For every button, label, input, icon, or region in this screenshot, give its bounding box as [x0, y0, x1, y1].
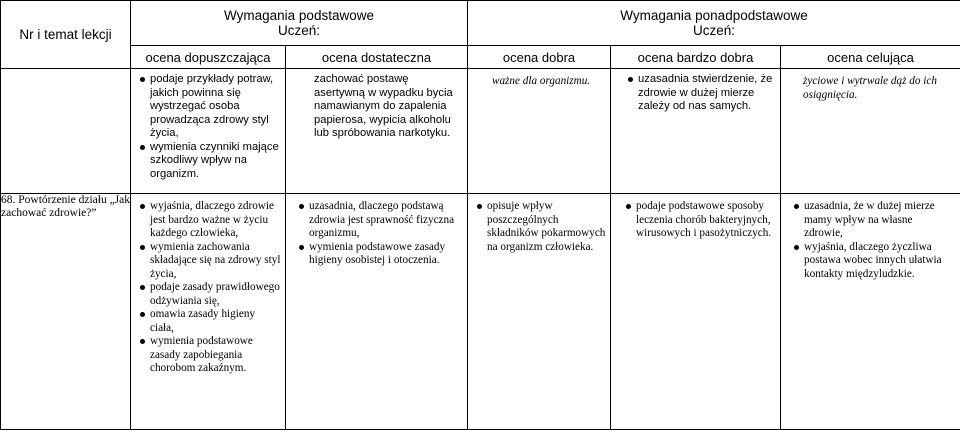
list-item: uzasadnia, że w dużej mierze mamy wpływ na własne zdrowie,	[791, 200, 954, 241]
list-item: wymienia podstawowe zasady zapobiegania chorobom zakaźnym.	[137, 335, 281, 376]
list-item: uzasadnia stwierdzenie, że zdrowie w dużej mierze zależy od nas samych.	[625, 73, 774, 114]
table-row	[1, 69, 960, 194]
grade-header-dopuszczajaca: ocena dopuszczająca	[131, 46, 286, 69]
row1-dobra	[468, 69, 611, 194]
row2-dopuszczajaca	[131, 194, 286, 430]
list-item: uzasadnia, dlaczego podstawą zdrowia jest sprawność fizyczna organizmu,	[296, 200, 461, 241]
list-item: wymienia czynniki mające szkodliwy wpływ na organizm.	[137, 141, 281, 182]
list-item: omawia zasady higieny ciała,	[137, 308, 281, 335]
basic-requirements-title: Wymagania podstawowe	[131, 8, 467, 23]
row1-celujaca-text: życiowe i wytrwale dąż do ich osiągnięcia.	[803, 75, 954, 102]
list-item: podaje zasady prawidłowego odżywiania się,	[137, 281, 281, 308]
list-item: podaje podstawowe sposoby leczenia chorób bakteryjnych, wirusowych i pasożytniczych.	[623, 200, 774, 241]
grade-header-bardzo-dobra: ocena bardzo dobra	[611, 46, 781, 69]
row1-dobra-text: ważne dla organizmu.	[492, 75, 606, 89]
row1-dostateczna	[286, 69, 468, 194]
basic-requirements-header	[131, 1, 468, 46]
list-item: wyjaśnia, dlaczego zdrowie jest bardzo ważne w życiu każdego człowieka,	[137, 200, 281, 241]
list-item: wymienia podstawowe zasady higieny osobistej i otoczenia.	[296, 241, 461, 268]
row1-bardzo-dobra	[611, 69, 781, 194]
row1-celujaca	[781, 69, 960, 194]
topic-column-header	[1, 1, 131, 69]
table-row	[1, 194, 960, 430]
grade-header-dostateczna: ocena dostateczna	[286, 46, 468, 69]
row2-celujaca	[781, 194, 960, 430]
advanced-requirements-student: Uczeń:	[468, 23, 960, 38]
list-item: wymienia zachowania składające się na zdrowy styl życia,	[137, 241, 281, 282]
advanced-requirements-header	[468, 1, 960, 46]
row2-dobra	[468, 194, 611, 430]
advanced-requirements-title: Wymagania ponadpodstawowe	[468, 8, 960, 23]
row1-dostateczna-text: zachować postawę asertywną w wypadku bycia namawianym do zapalenia papierosa, wypicia alkoholu lub spróbowania narkotyku.	[314, 73, 461, 141]
row2-bardzo-dobra	[611, 194, 781, 430]
grade-header-celujaca: ocena celująca	[781, 46, 960, 69]
row1-dopuszczajaca	[131, 69, 286, 194]
list-item: opisuje wpływ poszczególnych składników pokarmowych na organizm człowieka.	[474, 200, 606, 254]
row1-topic	[1, 69, 131, 194]
topic-column-header-label: Nr i temat lekcji	[19, 27, 111, 42]
grade-header-dobra: ocena dobra	[468, 46, 611, 69]
list-item: podaje przykłady potraw, jakich powinna się wystrzegać osoba prowadząca zdrowy styl życia,	[137, 73, 281, 141]
row2-dostateczna	[286, 194, 468, 430]
list-item: wyjaśnia, dlaczego życzliwa postawa wobec innych ułatwia kontakty międzyludzkie.	[791, 241, 954, 282]
row2-topic: 68. Powtórzenie działu „Jak zachować zdrowie?”	[1, 194, 131, 430]
basic-requirements-student: Uczeń:	[131, 23, 467, 38]
